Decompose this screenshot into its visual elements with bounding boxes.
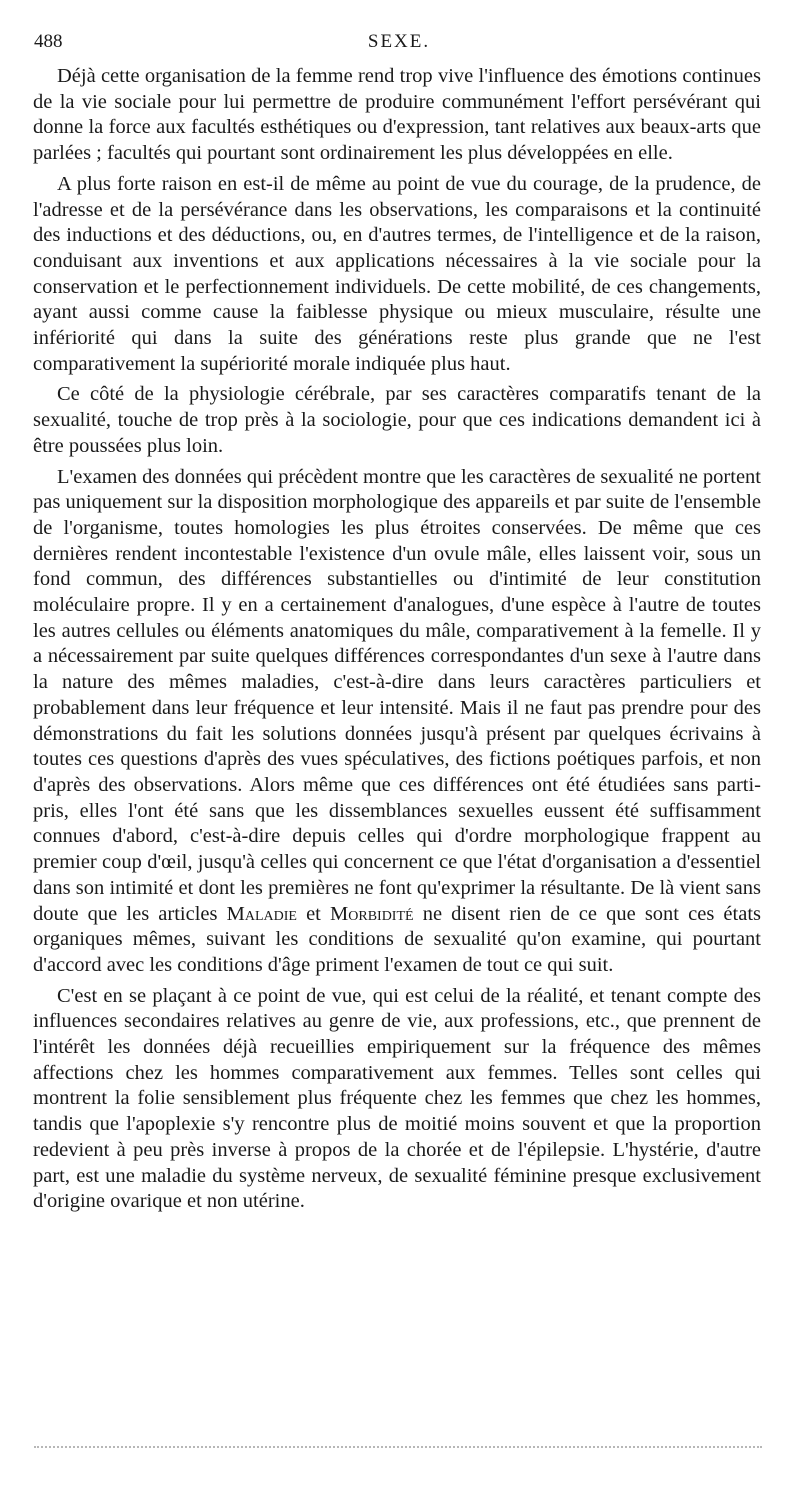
paragraph-5: C'est en se plaçant à ce point de vue, qui est celui de la réalité, et tenant compte des influences secondaires relatives au genre de vie, aux professions, etc., que prennent de l'intérêt les données déjà recueillies empiriquement sur la fréquence des mêmes affections chez les hommes comparativement aux femmes. Telles sont celles qui montrent la folie sensiblement plus fréquente chez les femmes que chez les hommes, tandis que l'apoplexie s'y rencontre plus de moitié moins souvent et que la proportion redevient à peu près inverse à propos de la chorée et de l'épilepsie. L'hystérie, d'autre part, est une maladie du système nerveux, de sexualité féminine presque exclusivement d'origine ovarique et non utérine. xyxy=(33,984,761,1213)
article-morbidite: Morbidité xyxy=(330,902,414,925)
running-head xyxy=(34,30,764,54)
article-maladie: Maladie xyxy=(226,902,297,925)
paragraph-4 xyxy=(33,465,761,979)
body-text xyxy=(33,64,761,1220)
page-number: 488 xyxy=(34,31,63,52)
paragraph-1: Déjà cette organisation de la femme rend trop vive l'influence des émotions continues de la vie sociale pour lui permettre de produire communément l'effort persévérant qui donne la force aux facultés esthétiques ou d'expression, tant relatives aux beaux-arts que parlées ; facultés qui pourtant sont ordinairement les plus développées en elle. xyxy=(33,65,761,165)
paragraph-4-text-after: ne disent rien de ce que sont ces états organiques mêmes, suivant les conditions de sexualité qu'on examine, qui pourtant d'accord avec les conditions d'âge priment l'examen de tout ce qui suit. xyxy=(33,902,761,976)
paragraph-2: A plus forte raison en est-il de même au point de vue du courage, de la prudence, de l'adresse et de la persévérance dans les observations, les comparaisons et la continuité des inductions et des déductions, ou, en d'autres termes, de l'intelligence et de la raison, conduisant aux inventions et aux applications nécessaires à la vie sociale pour la conservation et le perfectionnement individuels. De cette mobilité, de ces changements, ayant aussi comme cause la faiblesse physique ou mieux musculaire, résulte une infériorité qui dans la suite des générations reste plus grande que ne l'est comparativement la supériorité morale indiquée plus haut. xyxy=(33,172,761,375)
faint-bottom-rule xyxy=(34,1446,762,1448)
paragraph-4-middle: et xyxy=(296,902,331,925)
paragraph-3: Ce côté de la physiologie cérébrale, par ses caractères comparatifs tenant de la sexualité, touche de trop près à la sociologie, pour que ces indications demandent ici à être poussées plus loin. xyxy=(33,383,761,457)
paragraph-4-text-before: L'examen des données qui précèdent montre que les caractères de sexualité ne portent pas uniquement sur la disposition morphologique des appareils et par suite de l'ensemble de l'organisme, toutes homologies les plus étroites conservées. De même que ces dernières rendent incontestable l'existence d'un ovule mâle, elles laissent voir, sous un fond commun, des différences substantielles ou d'intimité de leur constitution moléculaire propre. Il y en a certainement d'analogues, d'une espèce à l'autre de toutes les autres cellules ou éléments anatomiques du mâle, comparativement à la femelle. Il y a nécessairement par suite quelques différences correspondantes d'un sexe à l'autre dans la nature des mêmes maladies, c'est-à-dire dans leurs caractères particuliers et probablement dans leur fréquence et leur intensité. Mais il ne faut pas prendre pour des démonstrations du fait les solutions données jusqu'à présent par quelques écrivains à toutes ces questions d'après des vues spéculatives, des fictions poétiques parfois, et non d'après des observations. Alors même que ces différences ont été étudiées sans parti-pris, elles l'ont été sans que les dissemblances sexuelles eussent été suffisamment connues d'abord, c'est-à-dire depuis celles qui d'ordre morphologique frappent au premier coup d'œil, jusqu'à celles qui concernent ce que l'état d'organisation a d'essentiel dans son intimité et dont les premières ne font qu'exprimer la résultante. De là vient sans doute que les articles xyxy=(33,465,761,925)
running-title: SEXE. xyxy=(367,31,431,52)
